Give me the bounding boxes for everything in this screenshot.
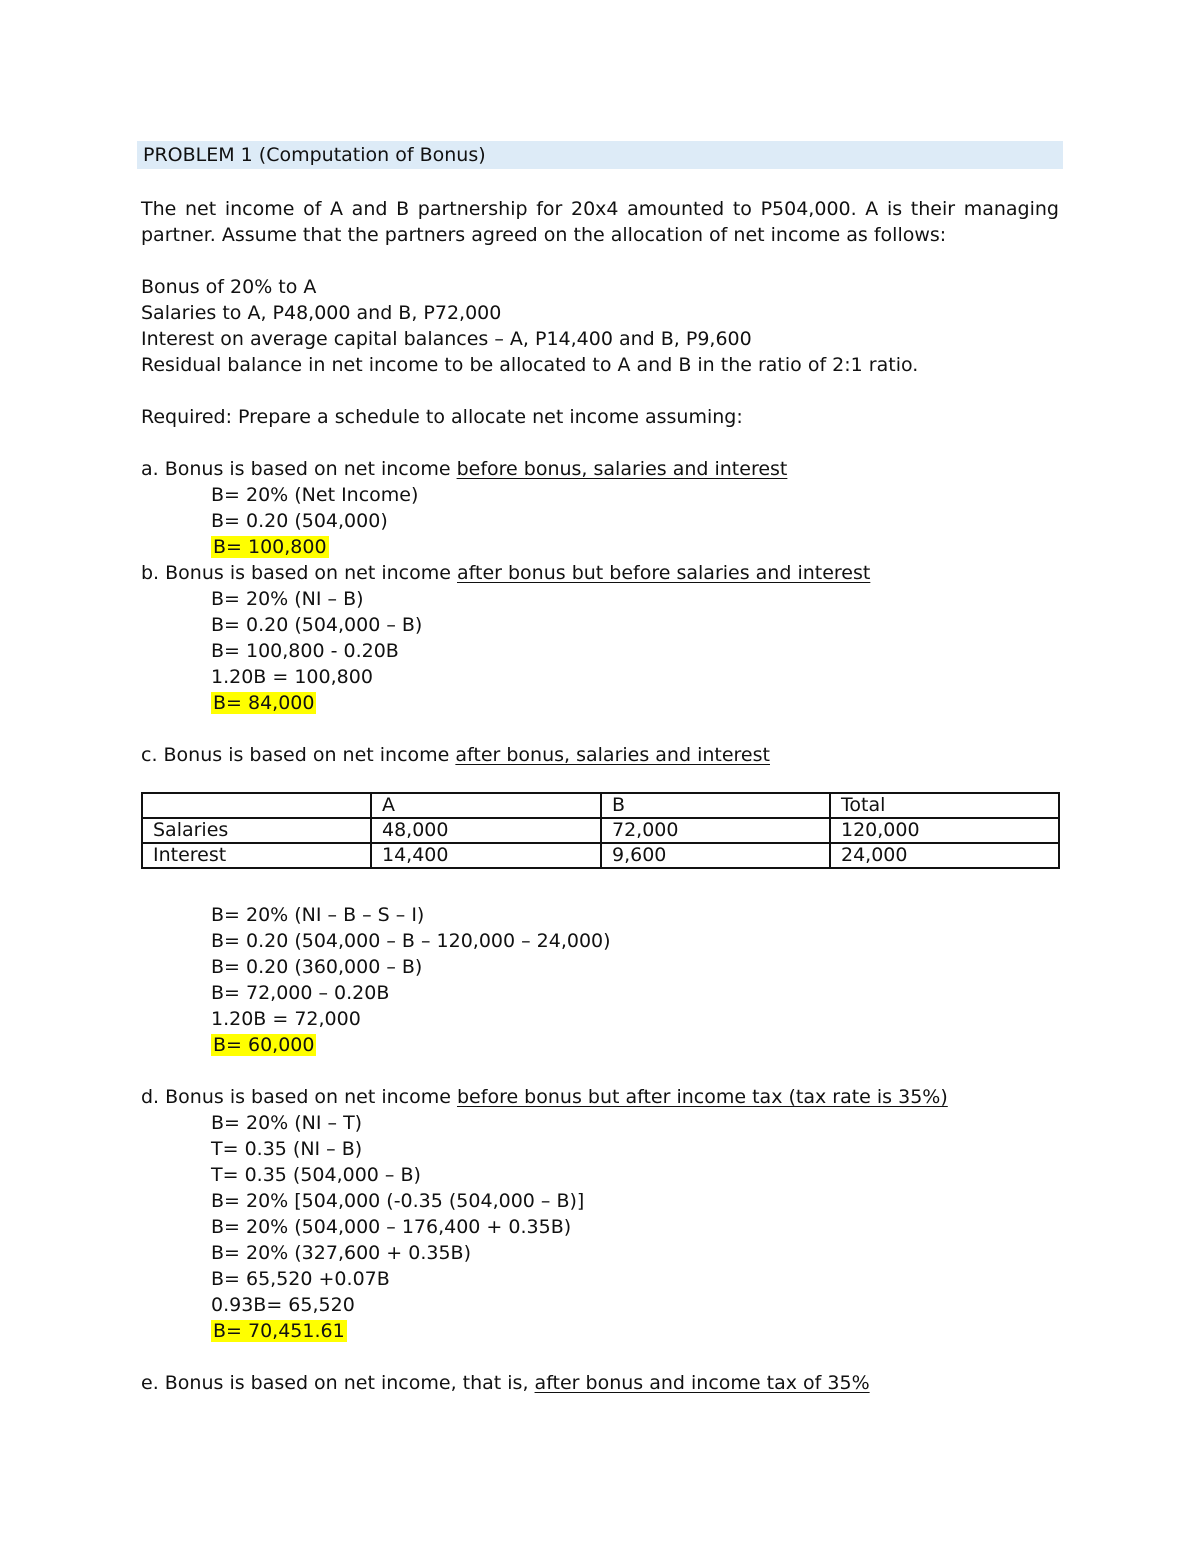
table-cell: 9,600 [601,843,830,868]
table-header-row [142,793,1059,818]
term-salaries: Salaries to A, P48,000 and B, P72,000 [141,302,502,324]
part-d-step-3: T= 0.35 (504,000 – B) [211,1164,421,1186]
table-row [142,843,1059,868]
part-c-basis: after bonus, salaries and interest [455,744,770,766]
part-d-step-1: B= 20% (NI – T) [211,1112,363,1134]
part-a-step-1: B= 20% (Net Income) [211,484,419,506]
part-b-step-4: 1.20B = 100,800 [211,666,373,688]
table-cell: 48,000 [371,818,601,843]
part-d-step-8: 0.93B= 65,520 [211,1294,355,1316]
part-b-answer-line [211,690,316,716]
part-c-lead: c. Bonus is based on net income [141,744,456,766]
part-c-step-3: B= 0.20 (360,000 – B) [211,956,423,978]
table-row [142,818,1059,843]
table-header-cell [142,793,371,818]
part-d-basis: before bonus but after income tax (tax rate is 35%) [457,1086,948,1108]
part-a-answer: B= 100,800 [213,536,327,558]
problem-title-band [137,141,1063,169]
part-b-step-1: B= 20% (NI – B) [211,588,364,610]
table-cell: 24,000 [830,843,1059,868]
part-c-step-1: B= 20% (NI – B – S – I) [211,904,425,926]
part-b-step-2: B= 0.20 (504,000 – B) [211,614,423,636]
part-d-answer: B= 70,451.61 [213,1320,345,1342]
part-c-step-4: B= 72,000 – 0.20B [211,982,390,1004]
part-b-lead: b. Bonus is based on net income [141,562,457,584]
table-cell: Salaries [142,818,371,843]
part-d-step-4: B= 20% [504,000 (-0.35 (504,000 – B)] [211,1190,585,1212]
part-e-heading [141,1370,870,1396]
table-cell: Interest [142,843,371,868]
intro-paragraph: The net income of A and B partnership for 20x4 amounted to P504,000. A is their managing partner. Assume that the partners agreed on the allocation of net income as follows: [141,198,1059,246]
part-d-step-7: B= 65,520 +0.07B [211,1268,390,1290]
part-c-heading [141,742,770,768]
part-d-step-2: T= 0.35 (NI – B) [211,1138,363,1160]
problem-title: PROBLEM 1 (Computation of Bonus) [143,144,486,166]
part-d-lead: d. Bonus is based on net income [141,1086,457,1108]
table-header-cell: Total [830,793,1059,818]
part-a-lead: a. Bonus is based on net income [141,458,457,480]
term-interest: Interest on average capital balances – A, P14,400 and B, P9,600 [141,328,752,350]
part-d-step-5: B= 20% (504,000 – 176,400 + 0.35B) [211,1216,572,1238]
term-bonus: Bonus of 20% to A [141,276,317,298]
part-e-basis: after bonus and income tax of 35% [534,1372,870,1394]
part-b-answer: B= 84,000 [213,692,315,714]
required-statement: Required: Prepare a schedule to allocate net income assuming: [141,406,743,428]
part-d-answer-line [211,1318,347,1344]
table-cell: 72,000 [601,818,830,843]
part-b-heading [141,560,870,586]
salaries-interest-table [141,792,1060,869]
part-c-answer: B= 60,000 [213,1034,315,1056]
part-c-answer-line [211,1032,316,1058]
table-cell: 120,000 [830,818,1059,843]
part-c-step-2: B= 0.20 (504,000 – B – 120,000 – 24,000) [211,930,611,952]
part-b-basis: after bonus but before salaries and interest [457,562,871,584]
table-header-cell: A [371,793,601,818]
part-a-answer-line [211,534,329,560]
part-e-lead: e. Bonus is based on net income, that is, [141,1372,535,1394]
part-a-basis: before bonus, salaries and interest [456,458,788,480]
part-d-step-6: B= 20% (327,600 + 0.35B) [211,1242,471,1264]
table-header-cell: B [601,793,830,818]
part-a-heading [141,456,787,482]
part-b-step-3: B= 100,800 - 0.20B [211,640,399,662]
part-c-step-5: 1.20B = 72,000 [211,1008,361,1030]
part-d-heading [141,1084,948,1110]
term-residual: Residual balance in net income to be allocated to A and B in the ratio of 2:1 ratio. [141,354,919,376]
part-a-step-2: B= 0.20 (504,000) [211,510,388,532]
table-cell: 14,400 [371,843,601,868]
